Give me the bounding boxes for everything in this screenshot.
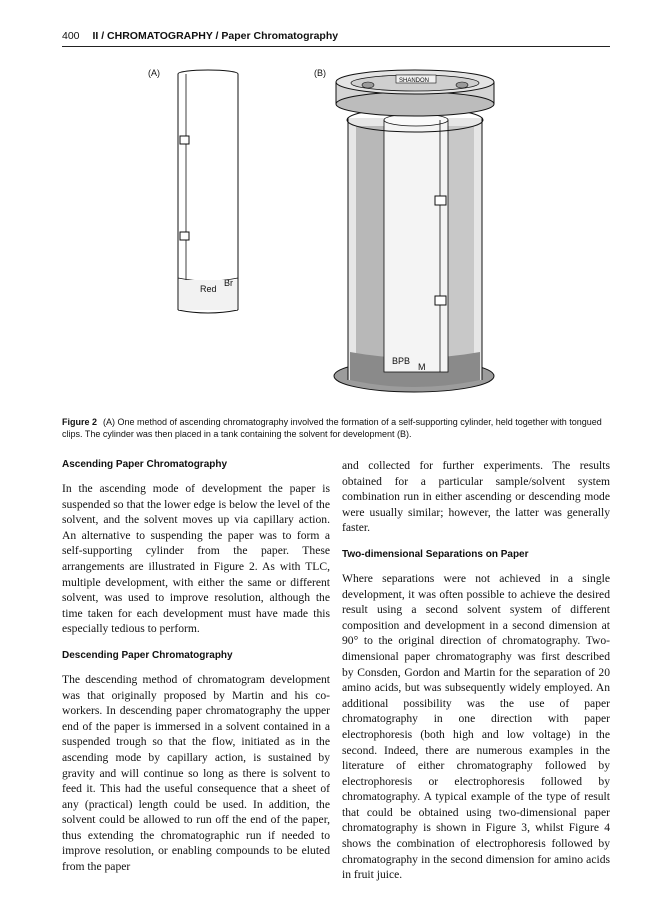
lid-knob-left xyxy=(362,82,374,88)
developing-tank xyxy=(334,70,494,392)
figure-caption xyxy=(62,416,610,440)
page-number: 400 xyxy=(62,30,80,42)
paragraph-ascending: In the ascending mode of development the paper is suspended so that the lower edge is below the level of the solvent, and the solvent moves up via capillary action. An alternative to suspending the paper was to form a self-supporting cylinder from the paper. These arrangements are illustrated in Figure 2. As with TLC, multiple development, with either the same or different solvent, was used to improve resolution, although the time taken for each development must have made this especially tedious to perform. xyxy=(62,482,330,636)
caption-label: Figure 2 xyxy=(62,417,98,427)
paragraph-two-dimensional: Where separations were not achieved in a single development, it was often possible to achieve the desired result using a second solvent system of different composition and development in a second dimension at 90° to the original direction of chromatography. Two-dimensional paper chromatography was first described by Consden, Gordon and Martin for the separation of 20 amino acids, but was subsequently widely employed. An additional possibility was the use of paper chromatography in one direction with paper electrophoresis (both high and low voltage) in the second. Indeed, there are numerous examples in the literature of either chromatography followed by electrophoresis or electrophoresis followed by chromatography. A typical example of the type of result that could be obtained using two-dimensional paper chromatography is shown in Figure 3, whilst Figure 4 shows the combination of electrophoresis followed by chromatography in the second dimension for amino acids in fruit juice. xyxy=(342,571,610,882)
tank-clip-lower xyxy=(435,296,446,305)
label-red: Red xyxy=(200,284,217,294)
lid-brand: SHANDON xyxy=(399,78,430,84)
panel-a-label: (A) xyxy=(148,68,160,78)
heading-descending: Descending Paper Chromatography xyxy=(62,649,233,661)
lid-knob-right xyxy=(456,82,468,88)
tank-clip-upper xyxy=(435,196,446,205)
label-br: Br xyxy=(224,278,233,288)
heading-two-dimensional: Two-dimensional Separations on Paper xyxy=(342,548,529,560)
left-column xyxy=(62,458,330,883)
caption-text: (A) One method of ascending chromatography involved the formation of a self-supporting cylinder, held together with tongued clips. The cylinder was then placed in a tank containing the solvent for development (B). xyxy=(62,417,602,439)
panel-b-label: (B) xyxy=(314,68,326,78)
heading-ascending: Ascending Paper Chromatography xyxy=(62,459,228,470)
running-header xyxy=(62,30,610,44)
label-bpb: BPB xyxy=(392,356,411,366)
figure-2 xyxy=(100,60,560,410)
paragraph-continued: and collected for further experiments. The results obtained for a particular sample/solvent system combination run in either ascending or descending mode were usually similar; however, the latter was generally faster. xyxy=(342,459,610,535)
figure-2-drawing xyxy=(100,60,560,410)
header-rule xyxy=(62,46,610,47)
clip-upper xyxy=(180,136,189,144)
right-column xyxy=(342,458,610,891)
paragraph-descending: The descending method of chromatogram development was that originally proposed by Martin and his co-workers. In descending paper chromatography the upper end of the paper is immersed in a solvent contained in a suspended trough so that the flow, initiated as in the ascending mode by capillary action, is sustained by gravity and will continue so long as there is solvent to feed it. This had the useful consequence that a sheet of any (practical) length could be used. In addition, the solvent could be allowed to run off the end of the paper, thus extending the chromatographic run if needed to improve resolution, or enabling compounds to be eluted from the paper xyxy=(62,672,330,874)
clip-lower xyxy=(180,232,189,240)
paper-cylinder xyxy=(178,70,238,313)
label-m: M xyxy=(418,362,426,372)
section-title: II / CHROMATOGRAPHY / Paper Chromatography xyxy=(92,30,339,42)
